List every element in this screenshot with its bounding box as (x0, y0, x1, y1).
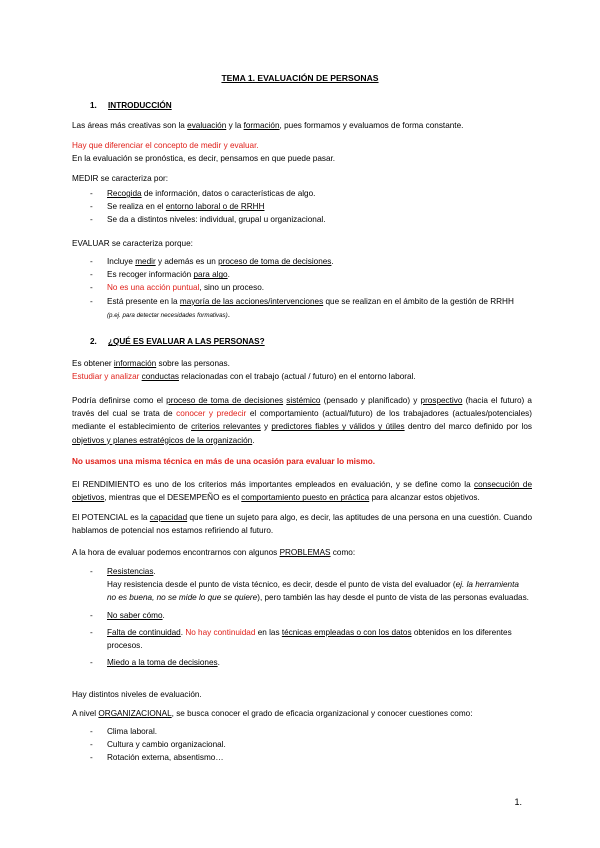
list-item: - Se realiza en el entorno laboral o de RRHH (90, 200, 530, 213)
s2-paragraph-rendimiento: El RENDIMIENTO es uno de los criterios más importantes empleados en evaluación, y se define como la consecución de objetivos, mientras que el DESEMPEÑO es el comportamiento puesto en práctica para alcanzar estos objetivos. (72, 480, 532, 503)
list-item: - No es una acción puntual, sino un proceso. (90, 281, 530, 294)
page-number: 1. (514, 797, 522, 807)
medir-heading: MEDIR se caracteriza por: (72, 174, 169, 183)
list-item: - Cultura y cambio organizacional. (90, 738, 530, 751)
evaluar-list (90, 255, 530, 322)
evaluar-heading: EVALUAR se caracteriza porque: (72, 239, 193, 248)
niveles-organizacional: A nivel ORGANIZACIONAL, se busca conocer el grado de eficacia organizacional y conocer cuestiones como: (72, 709, 473, 718)
s2-paragraph-definition: Podría definirse como el proceso de toma de decisiones sistémico (pensado y planificado) y prospectivo (hacia el futuro) a través del cual se trata de conocer y predecir el comportamiento (actual/futuro) de los trabajadores (actuales/potenciales) mediante el establecimiento de criterios relevantes y predictores fiables y válidos y útiles dentro del marco definido por los objetivos y planes estratégicos de la organización. (72, 396, 532, 445)
section-heading-que-es-evaluar: 2. ¿QUÉ ES EVALUAR A LAS PERSONAS? (90, 337, 265, 346)
list-item: - Está presente en la mayoría de las acciones/intervenciones que se realizan en el ámbito de la gestión de RRHH (p.ej. para detectar necesidades formativas). (90, 295, 530, 322)
list-item: - Se da a distintos niveles: individual, grupal u organizacional. (90, 213, 530, 226)
s2-paragraph-1: Es obtener información sobre las personas. Estudiar y analizar conductas relacionadas con el trabajo (actual / futuro) en el entorno laboral. (72, 359, 416, 382)
medir-list (90, 187, 530, 227)
s2-red-note: No usamos una misma técnica en más de una ocasión para evaluar lo mismo. (72, 457, 376, 466)
problemas-list (90, 565, 530, 669)
list-item: - Es recoger información para algo. (90, 268, 530, 281)
document-title: TEMA 1. EVALUACIÓN DE PERSONAS (221, 73, 379, 83)
niveles-paragraph: Hay distintos niveles de evaluación. (72, 690, 202, 699)
section-heading-introduccion: 1. INTRODUCCIÓN (90, 101, 172, 110)
list-item: - No saber cómo. (90, 609, 530, 622)
list-item: - Resistencias. Hay resistencia desde el punto de vista técnico, es decir, desde el punto de vista del evaluador (ej. la herramienta no es buena, no se mide lo que se quiere), pero también las hay desde el punto de vista de las personas evaluadas. (90, 565, 530, 605)
list-item: - Recogida de información, datos o características de algo. (90, 187, 530, 200)
list-item: - Rotación externa, absentismo… (90, 751, 530, 764)
list-item: - Falta de continuidad. No hay continuidad en las técnicas empleadas o con los datos obtenidos en los diferentes procesos. (90, 626, 530, 652)
s2-paragraph-potencial: El POTENCIAL es la capacidad que tiene un sujeto para algo, es decir, las aptitudes de una persona en una cuestión. Cuando hablamos de potencial nos estamos refiriendo al futuro. (72, 513, 532, 536)
niveles-list (90, 725, 530, 765)
intro-paragraph-2: Hay que diferenciar el concepto de medir y evaluar. En la evaluación se pronóstica, es decir, pensamos en que puede pasar. (72, 141, 336, 164)
list-item: - Miedo a la toma de decisiones. (90, 656, 530, 669)
list-item: - Incluye medir y además es un proceso de toma de decisiones. (90, 255, 530, 268)
s2-paragraph-problemas: A la hora de evaluar podemos encontrarnos con algunos PROBLEMAS como: (72, 548, 356, 557)
list-item: - Clima laboral. (90, 725, 530, 738)
intro-paragraph-1: Las áreas más creativas son la evaluación y la formación, pues formamos y evaluamos de forma constante. (72, 121, 464, 130)
